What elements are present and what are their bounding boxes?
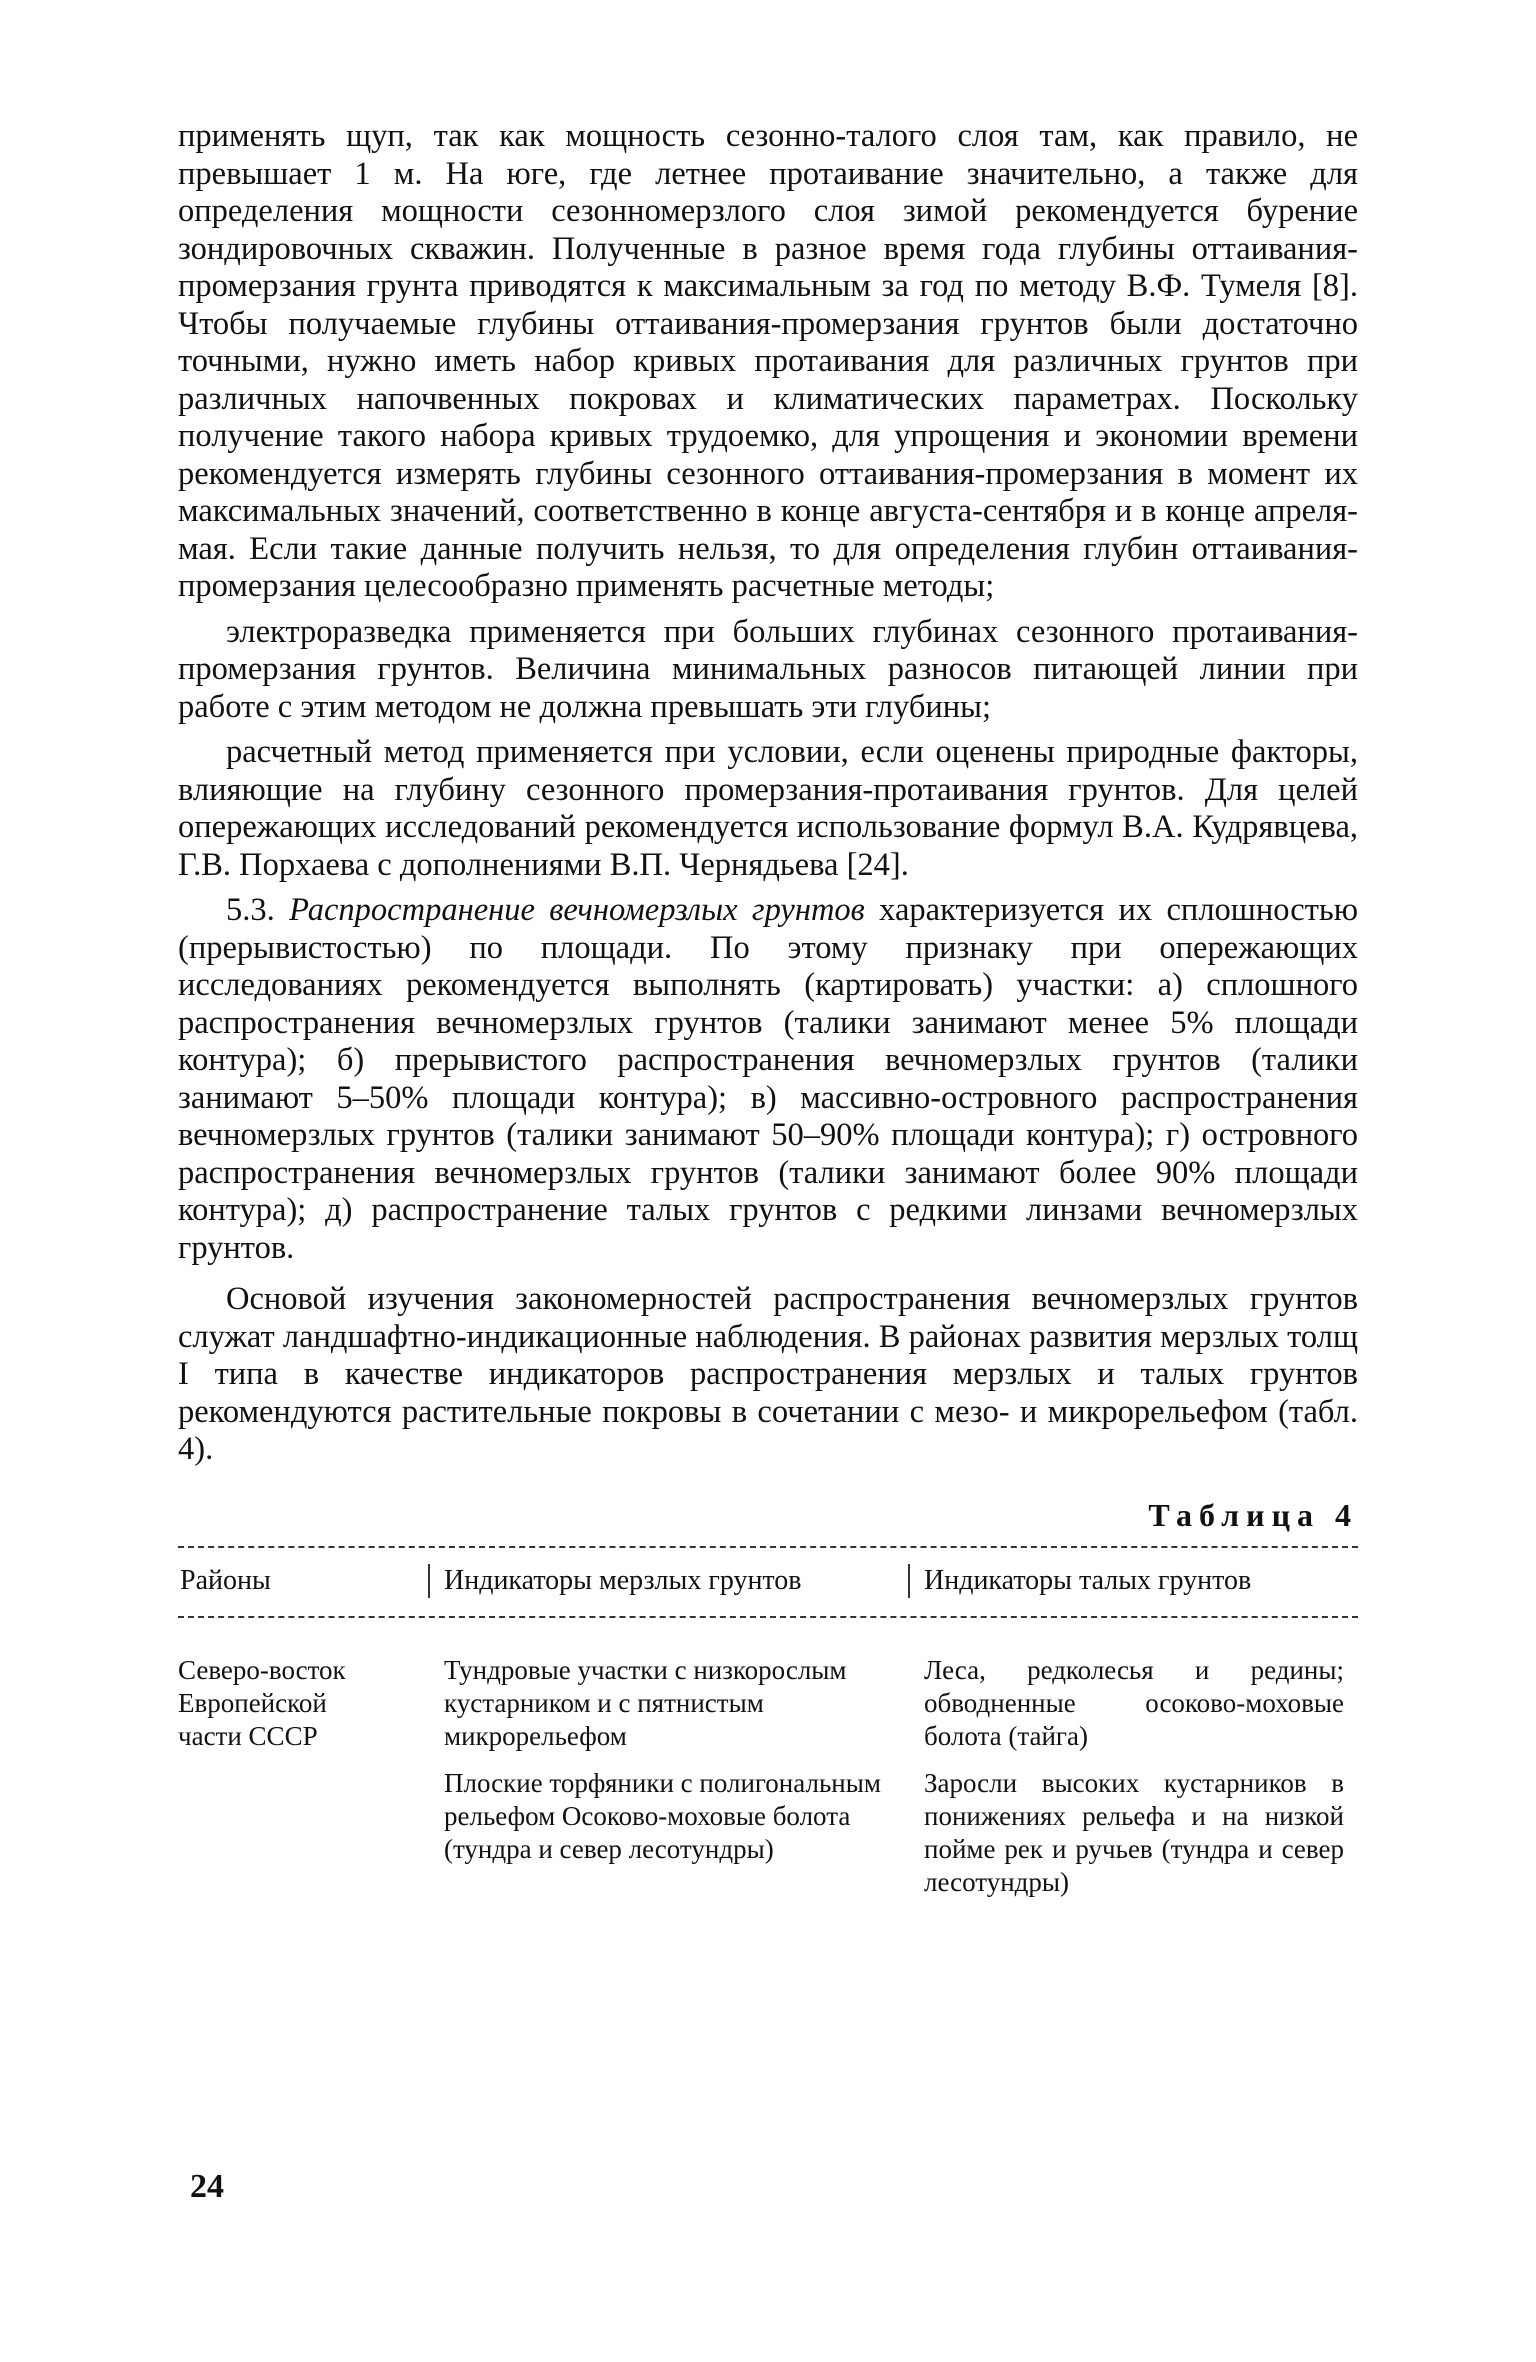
paragraph-shchup: применять щуп, так как мощность сезонно-талого слоя там, как правило, не превышает 1 м. На юге, где летнее протаивание значительно, а также для определения мощности сезонномерзлого слоя зимой рекомендуется бурение зондировочных скважин. Полученные в разное время года глубины оттаивания-промерзания грунта приводятся к максимальным за год по методу В.Ф. Тумеля [8]. Чтобы получаемые глубины оттаивания-промерзания грунтов были достаточно точными, нужно иметь набор кривых протаивания для различных грунтов при различных напочвенных покровах и климатических параметрах. Поскольку получение такого набора кривых трудоемко, для упрощения и экономии времени рекомендуется измерять глубины сезонного оттаивания-промерзания в момент их максимальных значений, соответственно в конце августа-сентября и в конце апреля-мая. Если такие данные получить нельзя, то для определения глубин оттаивания-промерзания целесообразно применять расчетные методы;	[178, 118, 1358, 604]
page-content	[178, 118, 1358, 1899]
header-frozen-indicators: Индикаторы мерзлых грунтов	[428, 1564, 908, 1598]
frozen-indicator-2: Плоские торфяники с полигональным рельефом Осоково-моховые болота (тундра и север лесотундры)	[444, 1767, 881, 1864]
cell-frozen	[428, 1654, 908, 1899]
table-title: Таблица 4	[1148, 1496, 1358, 1533]
paragraph-calc-method: расчетный метод применяется при условии, если оценены природные факторы, влияющие на глубину сезонного промерзания-протаивания грунтов. Для целей опережающих исследований рекомендуется использование формул В.А. Кудрявцева, Г.В. Порхаева с дополнениями В.П. Чернядьева [24].	[178, 734, 1358, 883]
table-header	[178, 1548, 1358, 1616]
table-header-rule	[178, 1616, 1358, 1618]
section-text: характеризуется их сплошностью (прерывистостью) по площади. По этому признаку при опережающих исследованиях рекомендуется выполнять (картировать) участки: а) сплошного распространения вечномерзлых грунтов (талики занимают менее 5% площади контура); б) прерывистого распространения вечномерзлых грунтов (талики занимают 5–50% площади контура); в) массивно-островного распространения вечномерзлых грунтов (талики занимают 50–90% площади контура); г) островного распространения вечномерзлых грунтов (талики занимают более 90% площади контура); д) распространение талых грунтов с редкими линзами вечномерзлых грунтов.	[178, 892, 1359, 1266]
header-thawed-indicators: Индикаторы талых грунтов	[908, 1564, 1358, 1598]
region-name: Северо-восток Европейской части СССР	[178, 1654, 346, 1751]
thawed-indicator-1: Леса, редколесья и редины; обводненные осоково-моховые болота (тайга)	[924, 1654, 1344, 1751]
table-row	[178, 1654, 1358, 1899]
section-number: 5.3.	[226, 892, 275, 928]
paragraph-electro: электроразведка применяется при больших глубинах сезонного протаивания-промерзания грунтов. Величина минимальных разносов питающей линии при работе с этим методом не должна превышать эти глубины;	[178, 613, 1358, 725]
paragraph-section-5-3	[178, 892, 1358, 1267]
thawed-indicator-2: Заросли высоких кустарников в понижениях рельефа и на низкой пойме рек и ручьев (тундра и север лесотундры)	[924, 1767, 1344, 1897]
header-regions: Районы	[180, 1564, 271, 1596]
cell-thawed	[908, 1654, 1358, 1899]
frozen-indicator-1: Тундровые участки с низкорослым кустарником и с пятнистым микрорельефом	[444, 1654, 847, 1751]
section-term: Распространение вечномерзлых грунтов	[289, 892, 865, 928]
cell-region	[178, 1654, 428, 1899]
page-number: 24	[190, 2168, 224, 2205]
paragraph-landscape: Основой изучения закономерностей распространения вечномерзлых грунтов служат ландшафтно-индикационные наблюдения. В районах развития мерзлых толщ I типа в качестве индикаторов распространения мерзлых и талых грунтов рекомендуются растительные покровы в сочетании с мезо- и микрорельефом (табл. 4).	[178, 1281, 1358, 1467]
